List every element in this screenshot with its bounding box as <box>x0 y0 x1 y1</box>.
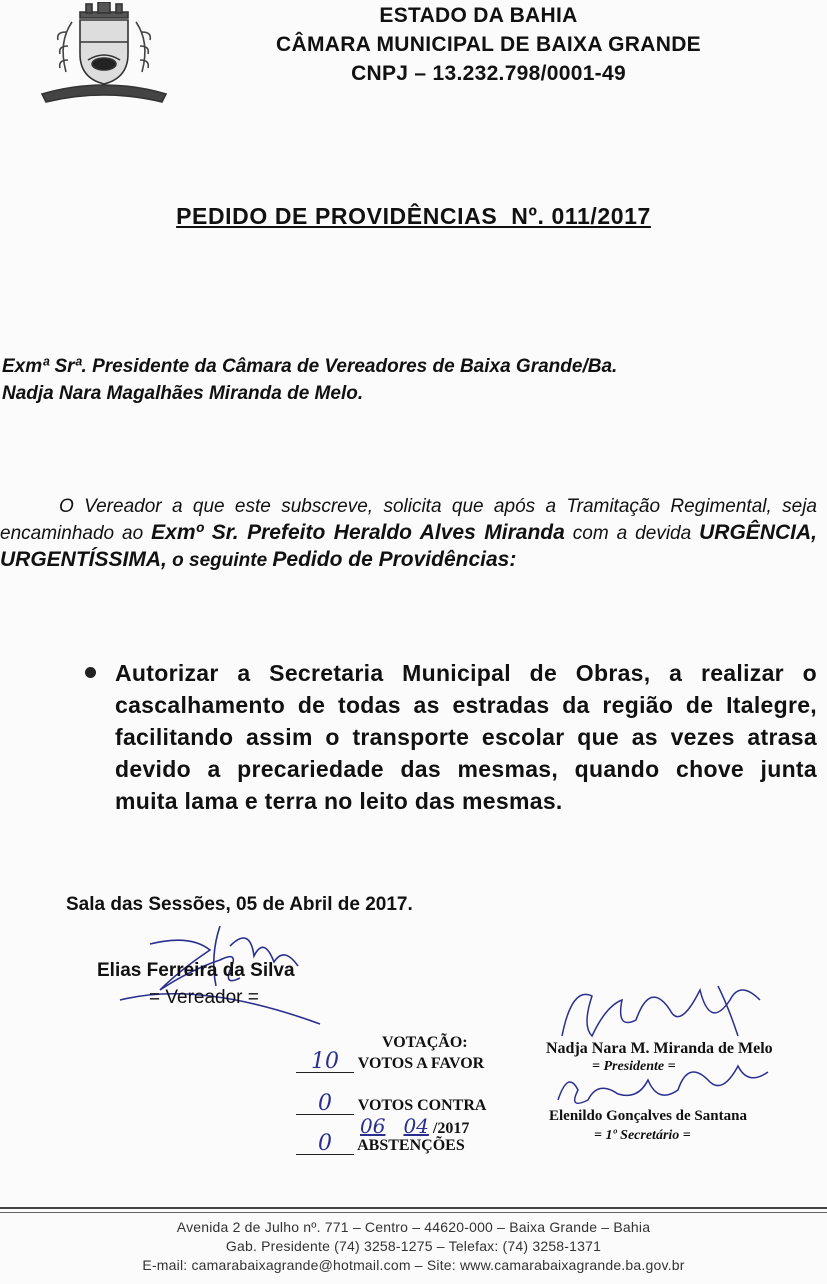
session-date: Sala das Sessões, 05 de Abril de 2017. <box>66 894 413 915</box>
president-role: = Presidente = <box>592 1059 676 1074</box>
intro-text-3: o seguinte <box>166 550 273 571</box>
footer-address: Avenida 2 de Julho nº. 771 – Centro – 44620-000 – Baixa Grande – Bahia <box>176 1219 651 1235</box>
document-title <box>0 203 827 230</box>
intro-request-label: Pedido de Providências: <box>272 548 517 571</box>
footer-phones: Gab. Presidente (74) 3258-1275 – Telefax: (74) 3258-1371 <box>225 1238 602 1254</box>
secretary-name: Elenildo Gonçalves de Santana <box>549 1108 747 1124</box>
votes-favor-count: 10 <box>296 1052 354 1073</box>
footer-divider-thin <box>0 1212 827 1213</box>
votes-favor-label: VOTOS A FAVOR <box>357 1055 485 1072</box>
request-item: Autorizar a Secretaria Municipal de Obras, a realizar o cascalhamento de todas as estradas da região de Italegre, facilitando assim o transporte escolar que as vezes atrasa devido a precariedade das mesmas, quando chove junta muita lama e terra no leito das mesmas. <box>115 660 817 814</box>
intro-text-1: O Vereador a que este subscreve, solicita que após a Tramitação Regimental, seja encaminhado ao <box>0 496 817 544</box>
header-cnpj: CNPJ – 13.232.798/0001-49 <box>351 62 626 85</box>
document-title-text: PEDIDO DE PROVIDÊNCIAS Nº. 011/2017 <box>176 203 651 229</box>
voting-date-year: /2017 <box>432 1120 470 1137</box>
secretary-role: = 1º Secretário = <box>594 1128 691 1143</box>
vereador-role: = Vereador = <box>149 987 259 1008</box>
addressee-line-2: Nadja Nara Magalhães Miranda de Melo. <box>2 383 364 404</box>
voting-date-month: 04 <box>403 1114 429 1138</box>
votes-contra-count: 0 <box>296 1094 354 1115</box>
header-state: ESTADO DA BAHIA <box>379 4 578 27</box>
intro-urgency: URGÊNCIA, URGENTÍSSIMA, <box>0 521 817 571</box>
footer-contact: E-mail: camarabaixagrande@hotmail.com – Site: www.camarabaixagrande.ba.gov.br <box>142 1257 685 1273</box>
vereador-name: Elias Ferreira da Silva <box>97 960 295 981</box>
intro-mayor: Exmº Sr. Prefeito Heraldo Alves Miranda <box>151 521 565 544</box>
votes-contra-label: VOTOS CONTRA <box>357 1097 487 1114</box>
votes-abst-label: ABSTENÇÕES <box>357 1137 465 1154</box>
votes-abst-row <box>296 1131 465 1156</box>
votes-contra-row <box>296 1091 487 1116</box>
footer-divider <box>0 1207 827 1209</box>
votes-favor-row <box>296 1049 485 1074</box>
addressee-line-1: Exmª Srª. Presidente da Câmara de Vereadores de Baixa Grande/Ba. <box>2 356 618 377</box>
president-name: Nadja Nara M. Miranda de Melo <box>546 1040 773 1057</box>
intro-text-2: com a devida <box>564 523 700 544</box>
voting-heading: VOTAÇÃO: <box>382 1034 468 1051</box>
voting-date-day: 06 <box>360 1114 386 1138</box>
header-chamber: CÂMARA MUNICIPAL DE BAIXA GRANDE <box>276 33 701 56</box>
intro-paragraph <box>0 494 817 574</box>
votes-abst-count: 0 <box>296 1134 354 1155</box>
bullet-icon <box>85 667 96 678</box>
